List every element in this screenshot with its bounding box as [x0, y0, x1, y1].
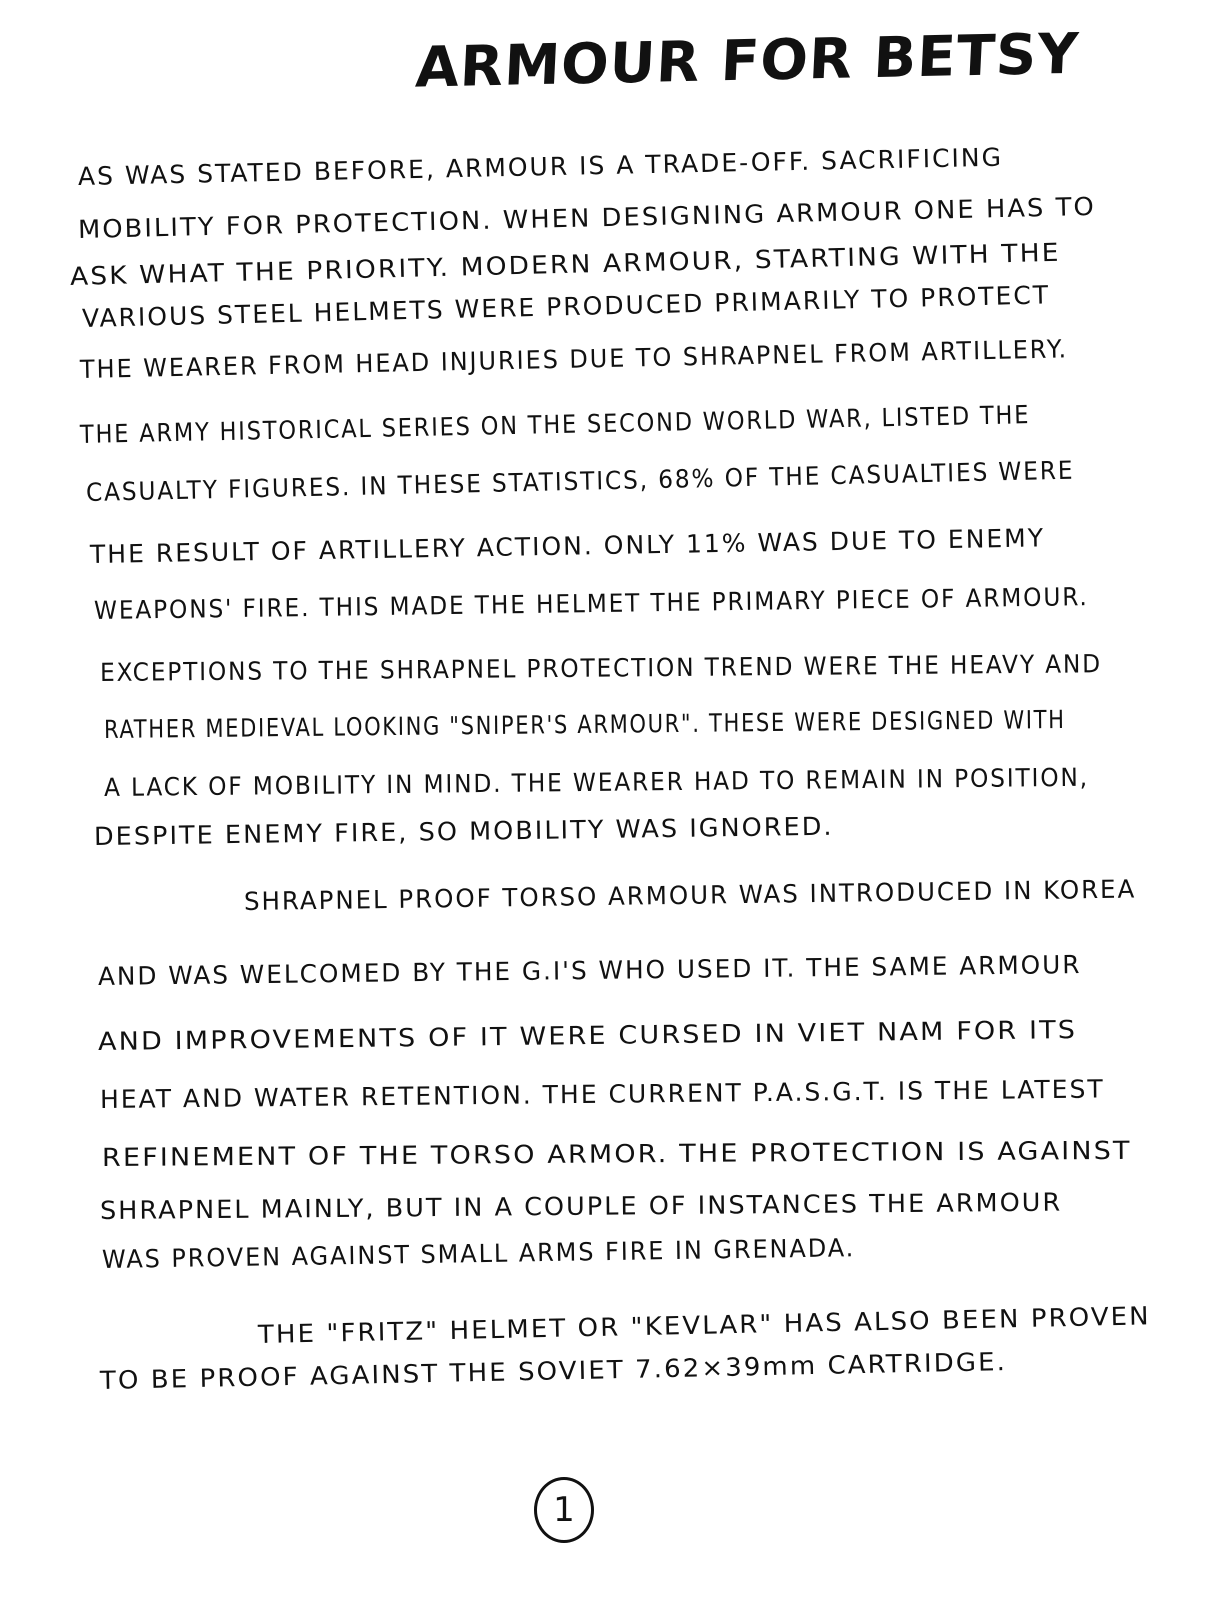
text-line: DESPITE ENEMY FIRE, SO MOBILITY WAS IGNORED. — [93, 811, 834, 851]
text-line: CASUALTY FIGURES. IN THESE STATISTICS, 68% OF THE CASUALTIES WERE — [85, 455, 1075, 507]
text-line: HEAT AND WATER RETENTION. THE CURRENT P.A.S.G.T. IS THE LATEST — [99, 1074, 1105, 1114]
text-line: THE RESULT OF ARTILLERY ACTION. ONLY 11% WAS DUE TO ENEMY — [89, 523, 1046, 569]
page-number-text: 1 — [553, 1490, 575, 1530]
text-line: AS WAS STATED BEFORE, ARMOUR IS A TRADE-OFF. SACRIFICING — [77, 142, 1004, 191]
text-line: SHRAPNEL MAINLY, BUT IN A COUPLE OF INSTANCES THE ARMOUR — [99, 1187, 1063, 1225]
page-number — [534, 1477, 594, 1543]
text-line: THE ARMY HISTORICAL SERIES ON THE SECOND WORLD WAR, LISTED THE — [79, 400, 1031, 449]
text-line: AND IMPROVEMENTS OF IT WERE CURSED IN VIET NAM FOR ITS — [97, 1015, 1078, 1056]
text-line: TO BE PROOF AGAINST THE SOVIET 7.62×39mm CARTRIDGE. — [99, 1347, 1008, 1395]
text-line: A LACK OF MOBILITY IN MIND. THE WEARER HAD TO REMAIN IN POSITION, — [103, 762, 1090, 802]
text-line: MOBILITY FOR PROTECTION. WHEN DESIGNING ARMOUR ONE HAS TO — [77, 191, 1097, 244]
text-line: AND WAS WELCOMED BY THE G.I'S WHO USED IT. THE SAME ARMOUR — [97, 949, 1082, 991]
text-line: EXCEPTIONS TO THE SHRAPNEL PROTECTION TREND WERE THE HEAVY AND — [99, 649, 1103, 687]
text-line: WAS PROVEN AGAINST SMALL ARMS FIRE IN GRENADA. — [101, 1233, 856, 1274]
text-line: SHRAPNEL PROOF TORSO ARMOUR WAS INTRODUCED IN KOREA — [243, 874, 1137, 916]
page-title: ARMOUR FOR BETSY — [414, 21, 1081, 101]
text-line: THE "FRITZ" HELMET OR "KEVLAR" HAS ALSO BEEN PROVEN — [257, 1301, 1151, 1349]
text-line: VARIOUS STEEL HELMETS WERE PRODUCED PRIMARILY TO PROTECT — [81, 280, 1051, 333]
text-line: RATHER MEDIEVAL LOOKING "SNIPER'S ARMOUR". THESE WERE DESIGNED WITH — [103, 704, 1066, 744]
text-line: WEAPONS' FIRE. THIS MADE THE HELMET THE PRIMARY PIECE OF ARMOUR. — [93, 582, 1089, 625]
text-line: THE WEARER FROM HEAD INJURIES DUE TO SHRAPNEL FROM ARTILLERY. — [79, 334, 1069, 384]
text-line: REFINEMENT OF THE TORSO ARMOR. THE PROTECTION IS AGAINST — [101, 1135, 1132, 1172]
text-line: ASK WHAT THE PRIORITY. MODERN ARMOUR, STARTING WITH THE — [69, 237, 1061, 291]
